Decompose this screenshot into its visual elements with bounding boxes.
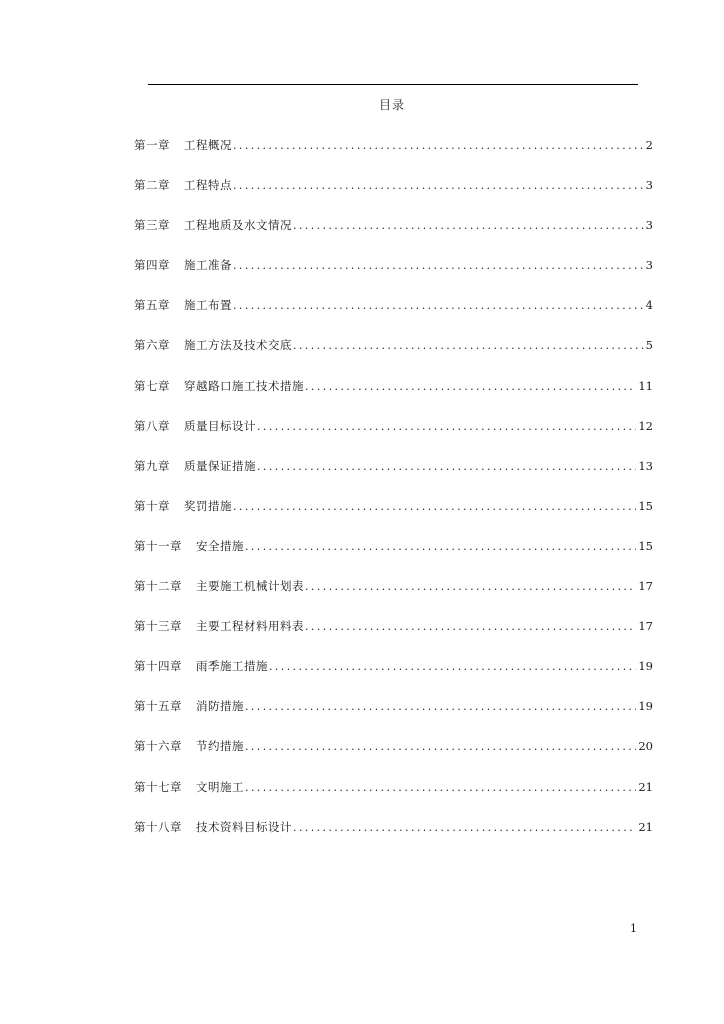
toc-chapter-heading: 主要工程材料用料表 [196,619,304,634]
toc-dot-leader [305,620,636,633]
toc-chapter-heading: 工程地质及水文情况 [184,218,292,233]
toc-page-number: 17 [638,579,653,594]
toc-chapter-number: 第三章 [134,218,170,233]
toc-entry[interactable] [134,538,653,578]
toc-entry[interactable] [134,578,653,618]
toc-chapter-number: 第九章 [134,458,170,473]
toc-chapter-heading: 主要施工机械计划表 [196,579,304,594]
toc-dot-leader [245,740,636,753]
toc-page-number: 17 [638,619,653,634]
toc-entry[interactable] [134,738,653,778]
toc-chapter-number: 第十六章 [134,739,182,754]
toc-entry[interactable] [134,618,653,658]
toc-chapter-heading: 文明施工 [196,779,244,794]
toc-chapter-heading: 穿越路口施工技术措施 [184,378,304,393]
toc-chapter-heading: 节约措施 [196,739,244,754]
toc-chapter-number: 第十四章 [134,659,182,674]
toc-dot-leader [305,580,636,593]
toc-chapter-number: 第七章 [134,378,170,393]
toc-entry[interactable] [134,819,653,859]
toc-dot-leader [233,259,644,272]
toc-page-number: 3 [645,218,653,233]
toc-chapter-number: 第二章 [134,178,170,193]
toc-entry[interactable] [134,378,653,418]
toc-entry[interactable] [134,257,653,297]
toc-dot-leader [233,299,644,312]
toc-page-number: 19 [638,659,653,674]
table-of-contents [134,137,653,859]
toc-entry[interactable] [134,458,653,498]
toc-dot-leader [245,781,636,794]
toc-page-number: 21 [638,819,653,834]
toc-entry[interactable] [134,698,653,738]
toc-dot-leader [245,700,636,713]
toc-chapter-number: 第一章 [134,138,170,152]
toc-chapter-number: 第十三章 [134,619,182,634]
toc-chapter-number: 第十章 [134,498,170,513]
toc-chapter-heading: 质量保证措施 [184,458,256,473]
toc-page-number: 12 [638,418,653,433]
toc-page-number: 15 [638,498,653,513]
toc-entry[interactable] [134,418,653,458]
toc-dot-leader [245,540,636,553]
toc-chapter-number: 第十七章 [134,779,182,794]
toc-page-number: 21 [638,779,653,794]
toc-page-number: 4 [645,298,653,313]
toc-dot-leader [293,219,644,232]
toc-dot-leader [269,660,636,673]
toc-page-number: 5 [645,338,653,353]
toc-dot-leader [233,179,644,192]
toc-chapter-heading: 消防措施 [196,699,244,714]
toc-entry[interactable] [134,498,653,538]
toc-chapter-number: 第十二章 [134,579,182,594]
toc-chapter-heading: 雨季施工措施 [196,659,268,674]
toc-dot-leader [257,420,636,433]
toc-chapter-heading: 施工准备 [184,258,232,273]
toc-page-number: 3 [645,258,653,273]
toc-chapter-number: 第四章 [134,258,170,273]
toc-chapter-heading: 施工方法及技术交底 [184,338,292,353]
toc-dot-leader [233,139,644,152]
toc-chapter-heading: 工程特点 [184,178,232,193]
toc-entry[interactable] [134,779,653,819]
toc-entry[interactable] [134,297,653,337]
toc-dot-leader [305,380,636,393]
toc-entry[interactable] [134,658,653,698]
toc-page-number: 11 [638,378,653,393]
toc-page-number: 20 [638,739,653,754]
toc-chapter-heading: 技术资料目标设计 [196,819,292,834]
toc-chapter-number: 第六章 [134,338,170,353]
toc-chapter-number: 第五章 [134,298,170,313]
toc-chapter-number: 第十一章 [134,538,182,553]
toc-chapter-number: 第八章 [134,418,170,433]
toc-chapter-heading: 工程概况 [184,138,232,152]
toc-page-number: 19 [638,699,653,714]
toc-entry[interactable] [134,177,653,217]
toc-dot-leader [293,821,636,834]
toc-chapter-number: 第十八章 [134,819,182,834]
toc-page-number: 3 [645,178,653,193]
toc-dot-leader [257,460,636,473]
toc-dot-leader [293,339,644,352]
toc-page-number: 15 [638,538,653,553]
toc-entry[interactable] [134,137,653,177]
toc-dot-leader [233,500,636,513]
toc-entry[interactable] [134,217,653,257]
header-rule [148,84,638,85]
toc-chapter-heading: 质量目标设计 [184,418,256,433]
toc-chapter-heading: 安全措施 [196,538,244,553]
toc-page-number: 13 [638,458,653,473]
toc-chapter-number: 第十五章 [134,699,182,714]
page-number: 1 [630,922,637,935]
toc-chapter-heading: 施工布置 [184,298,232,313]
toc-title: 目录 [378,98,405,112]
toc-page-number: 2 [645,138,653,152]
toc-entry[interactable] [134,337,653,377]
toc-chapter-heading: 奖罚措施 [184,498,232,513]
